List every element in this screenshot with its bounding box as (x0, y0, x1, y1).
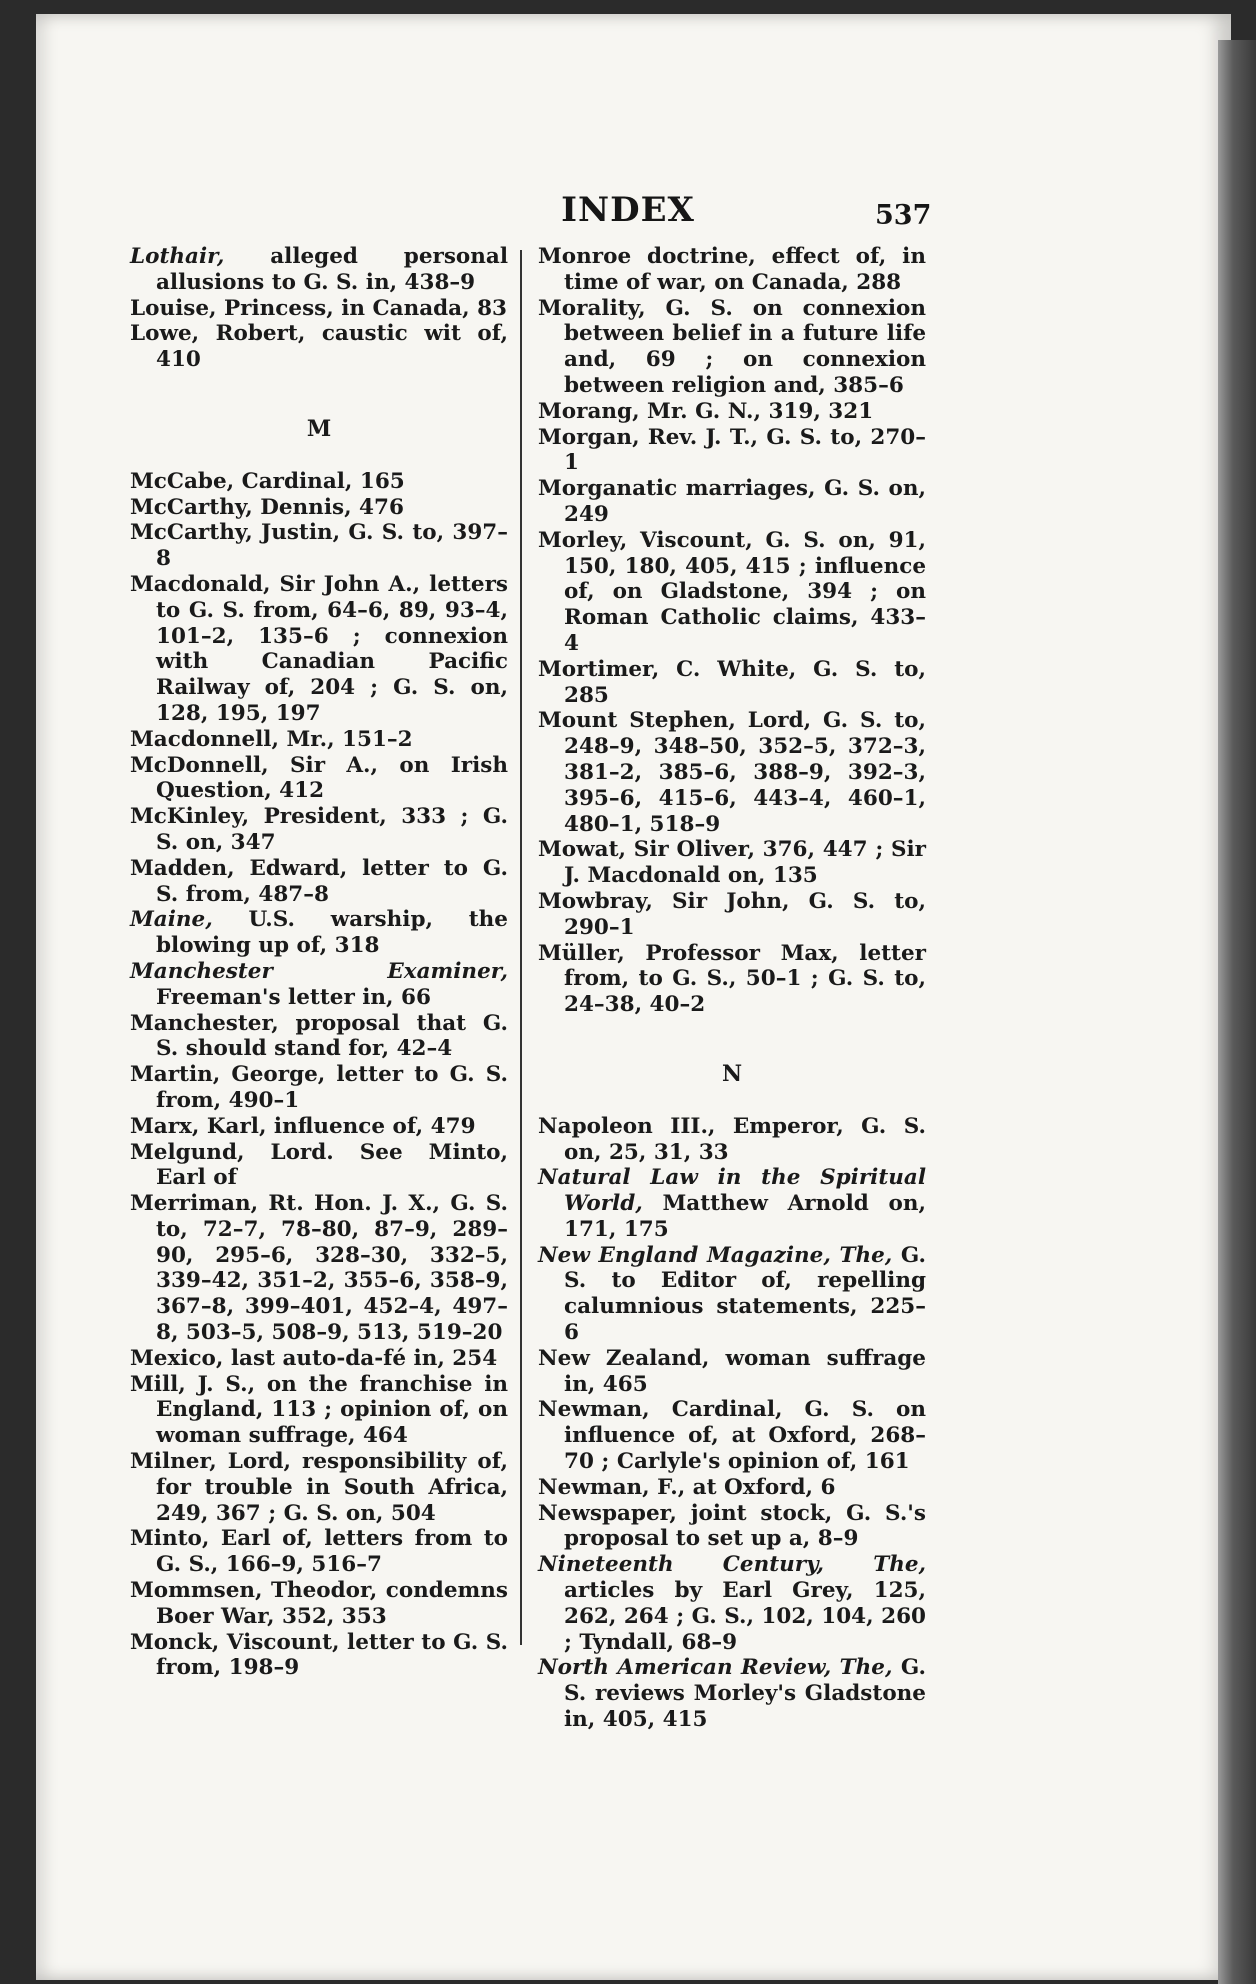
index-entry (538, 1165, 926, 1242)
index-entry (538, 1552, 926, 1655)
index-entry-head: North American Review, The, (538, 1655, 893, 1681)
index-entry-head: Macdonnell, Mr., 151–2 (130, 726, 413, 752)
index-entry-head: Mortimer, C. White, G. S. to, 285 (538, 656, 926, 708)
index-entry-head: Newman, F., at Oxford, 6 (538, 1474, 836, 1500)
index-entry (130, 321, 508, 373)
index-entry (130, 495, 508, 521)
index-entry-head: Lowe, Robert, caustic wit of, 410 (130, 321, 508, 373)
page-number: 537 (875, 200, 932, 231)
index-entry (538, 399, 926, 425)
index-entry-head: Newspaper, joint stock, G. S.'s proposal to set up a, 8–9 (538, 1500, 926, 1552)
index-entry (538, 244, 926, 296)
index-entry-head: Nineteenth Century, The, (538, 1552, 926, 1578)
page-title: INDEX (561, 190, 695, 230)
index-entry-head: Marx, Karl, influence of, 479 (130, 1113, 476, 1139)
index-entry-head: Merriman, Rt. Hon. J. X., G. S. to, 72–7, 78–80, 87–9, 289–90, 295–6, 328–30, 332–5, 339–42, 351–2, 355–6, 358–9, 367–8, 399–401, 452–4, 497–8, 503–5, 508–9, 513, 519–20 (130, 1191, 508, 1346)
index-entry-head: McCarthy, Justin, G. S. to, 397–8 (130, 520, 508, 572)
index-entry-head: McCarthy, Dennis, 476 (130, 494, 404, 520)
index-entry (130, 753, 508, 805)
index-entry (538, 1346, 926, 1398)
index-entry-head: Mommsen, Theodor, condemns Boer War, 352, 353 (130, 1578, 508, 1629)
index-entry (538, 1114, 926, 1166)
index-entry (130, 1191, 508, 1346)
index-entry (130, 520, 508, 572)
index-entry-head: Macdonald, Sir John A., letters to G. S. from, 64–6, 89, 93–4, 101–2, 135–6 ; connexion with Canadian Pacific Railway of, 204 ; G. S. on, 128, 195, 197 (130, 571, 508, 726)
index-entry (538, 837, 926, 889)
index-entry-head: Mowat, Sir Oliver, 376, 447 ; Sir J. Macdonald on, 135 (538, 837, 926, 889)
index-column-right (538, 244, 926, 1733)
index-entry-head: Mexico, last auto-da-fé in, 254 (130, 1345, 498, 1371)
index-entry (130, 1346, 508, 1372)
index-entry-head: New England Magazine, The, (538, 1242, 893, 1268)
index-entry (130, 1578, 508, 1630)
index-entry-head: Martin, George, letter to G. S. from, 490–1 (130, 1062, 508, 1113)
index-entry-head: Manchester, proposal that G. S. should stand for, 42–4 (130, 1010, 508, 1062)
index-entry-head: Minto, Earl of, letters from to G. S., 166–9, 516–7 (130, 1526, 508, 1578)
index-entry (130, 1011, 508, 1063)
index-entry (130, 1140, 508, 1192)
index-entry-head: Morality, G. S. on connexion between belief in a future life and, 69 ; on connexion between religion and, 385–6 (538, 295, 926, 398)
index-entry (538, 425, 926, 477)
index-entry (130, 1526, 508, 1578)
index-entry-text: articles by Earl Grey, 125, 262, 264 ; G. S., 102, 104, 260 ; Tyndall, 68–9 (564, 1578, 926, 1655)
index-entry-text: G. S. reviews Morley's Gladstone in, 405, 415 (564, 1655, 926, 1733)
index-entry (130, 244, 508, 296)
index-entry-head: Mowbray, Sir John, G. S. to, 290–1 (538, 888, 926, 940)
index-entry-text: alleged personal allusions to G. S. in, 438–9 (156, 244, 508, 295)
index-entry-head: Morley, Viscount, G. S. on, 91, 150, 180, 405, 415 ; influence of, on Gladstone, 394 ; on Roman Catholic claims, 433–4 (538, 527, 926, 656)
index-entry-head: McKinley, President, 333 ; G. S. on, 347 (130, 804, 508, 855)
index-entry (538, 1655, 926, 1732)
index-entry (130, 959, 508, 1011)
index-entry-text: Matthew Arnold on, 171, 175 (564, 1191, 926, 1242)
index-entry-head: Newman, Cardinal, G. S. on influence of, at Oxford, 268–70 ; Carlyle's opinion of, 161 (538, 1397, 926, 1475)
index-entry (130, 1062, 508, 1114)
index-entry (130, 469, 508, 495)
index-entry-head: Morang, Mr. G. N., 319, 321 (538, 398, 874, 424)
index-entry-head: Madden, Edward, letter to G. S. from, 487–8 (130, 855, 508, 907)
index-letter-heading: N (721, 1060, 743, 1087)
index-entry (130, 1114, 508, 1140)
index-entry (538, 1243, 926, 1346)
index-entry (130, 1372, 508, 1449)
index-entry (538, 528, 926, 657)
index-entry-head: Monroe doctrine, effect of, in time of war, on Canada, 288 (538, 244, 926, 295)
index-entry (538, 1475, 926, 1501)
index-entry-head: Manchester Examiner, (130, 958, 508, 984)
index-entry (538, 889, 926, 941)
index-entry (130, 856, 508, 908)
index-entry-head: Müller, Professor Max, letter from, to G. S., 50–1 ; G. S. to, 24–38, 40–2 (538, 940, 926, 1018)
index-entry (130, 572, 508, 727)
index-entry-text: G. S. to Editor of, repelling calumnious statements, 225–6 (564, 1242, 926, 1346)
index-entry-text: Freeman's letter in, 66 (156, 984, 431, 1010)
index-entry (538, 476, 926, 528)
index-entry (538, 708, 926, 837)
page-edge (1218, 40, 1256, 1984)
index-entry (538, 657, 926, 709)
column-divider (520, 250, 522, 1645)
index-entry-head: Maine, (130, 907, 213, 933)
index-entry (538, 1397, 926, 1474)
index-entry (538, 296, 926, 399)
index-entry-head: Louise, Princess, in Canada, 83 (130, 295, 507, 321)
index-letter-heading: M (306, 415, 332, 442)
index-entry-head: Natural Law in the Spiritual World, (538, 1165, 926, 1217)
index-entry-head: Mill, J. S., on the franchise in England, 113 ; opinion of, on woman suffrage, 464 (130, 1371, 508, 1449)
index-entry-head: Milner, Lord, responsibility of, for trouble in South Africa, 249, 367 ; G. S. on, 504 (130, 1449, 508, 1526)
index-entry-head: Napoleon III., Emperor, G. S. on, 25, 31, 33 (538, 1113, 926, 1165)
index-entry-head: Mount Stephen, Lord, G. S. to, 248–9, 348–50, 352–5, 372–3, 381–2, 385–6, 388–9, 392–3, 395–6, 415–6, 443–4, 460–1, 480–1, 518–9 (538, 708, 926, 837)
index-entry (538, 1501, 926, 1553)
index-entry-head: Morgan, Rev. J. T., G. S. to, 270–1 (538, 424, 926, 476)
index-entry (130, 727, 508, 753)
index-entry-text: U.S. warship, the blowing up of, 318 (156, 907, 508, 959)
index-entry-head: Melgund, Lord. (130, 1139, 334, 1165)
index-entry (130, 1449, 508, 1526)
index-entry-text: See Minto, Earl of (156, 1139, 508, 1191)
index-entry (130, 907, 508, 959)
index-entry (538, 941, 926, 1018)
index-entry-head: Monck, Viscount, letter to G. S. from, 198–9 (130, 1629, 508, 1681)
index-entry (130, 1630, 508, 1682)
index-entry-head: McCabe, Cardinal, 165 (130, 468, 405, 494)
index-column-left (130, 244, 508, 1681)
index-entry-head: New Zealand, woman suffrage in, 465 (538, 1345, 926, 1397)
index-entry (130, 296, 508, 322)
index-entry-head: Lothair, (130, 244, 225, 269)
index-entry-head: McDonnell, Sir A., on Irish Question, 412 (130, 752, 508, 804)
index-entry-head: Morganatic marriages, G. S. on, 249 (538, 476, 926, 527)
index-entry (130, 804, 508, 856)
